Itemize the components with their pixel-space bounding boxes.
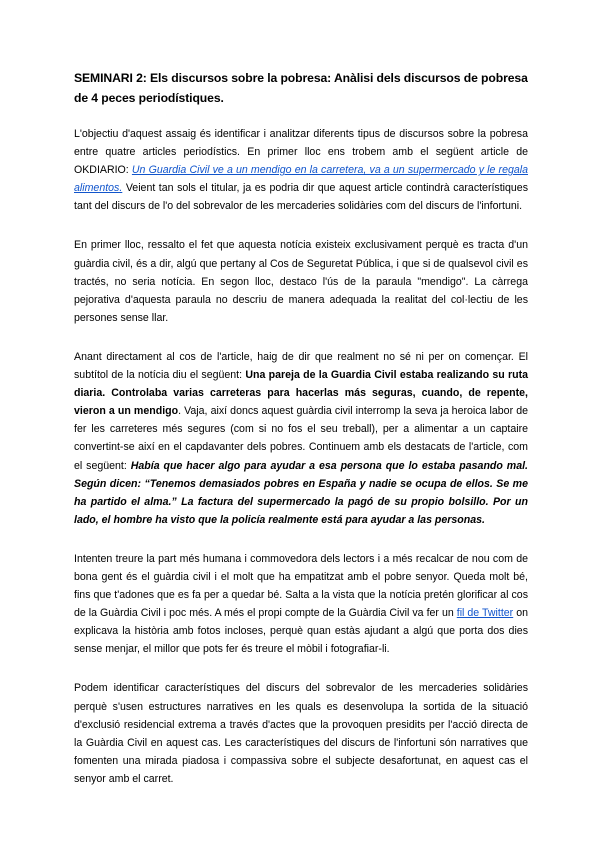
paragraph-text: . Vaja, així doncs aquest guàrdia civil interromp la seva ja heroica labor de fer les carreteres més segures (com si no fos el seu treball), per a alimentar a un captaire convertint-se així en el capdavanter dels pobres. Continuem amb els destacats de l'article, com el següent: (74, 405, 528, 472)
paragraph-conclusion: Podem identificar característiques del discurs del sobrevalor de les mercaderies solidàries perquè s'usen estructures narratives en les quals es desenvolupa la sortida de la situació d'exclusió residencial extrema a través d'actes que la provoquen presidits per l'acció directa de la Guàrdia Civil en aquest cas. Les característiques del discurs de l'infortuni són narratives que fomenten una mirada piadosa i compassiva sobre el subjecte desafortunat, en aquest cas el senyor amb el carret. (74, 682, 528, 785)
paragraph-text: Veient tan sols el titular, ja es podria dir que aquest article contindrà característiques tant del discurs de l'o del sobrevalor de les mercaderies solidàries com del discurs de l'infortuni. (74, 182, 528, 213)
paragraph-intro (74, 125, 528, 215)
document-title: SEMINARI 2: Els discursos sobre la pobresa: Anàlisi dels discursos de pobresa de 4 peces periodístiques. (74, 71, 528, 105)
paragraph-first-point: En primer lloc, ressalto el fet que aquesta notícia existeix exclusivament perquè es tracta d'un guàrdia civil, és a dir, algú que pertany al Cos de Seguretat Pública, i que si de qualsevol civil es tractés, no seria notícia. En segon lloc, destaco l'ús de la paraula "mendigo". La càrrega pejorativa d'aquesta paraula no descriu de manera adequada la realitat del col·lectiu de les persones sense llar. (74, 239, 528, 324)
paragraph-text: on explicava la història amb fotos incloses, perquè quan estàs ajudant a algú que porta dos dies sense menjar, el millor que pots fer és treure el mòbil i fotografiar-li. (74, 607, 528, 656)
paragraph-text: Intenten treure la part més humana i commovedora dels lectors i a més recalcar de nou com de bona gent és el guàrdia civil i el molt que ha empatitzat amb el pobre senyor. Queda molt bé, fins que t'adones que es fa per a quedar bé. Salta a la vista que la notícia pretén glorificar al cos de la Guàrdia Civil i poc més. A més el propi compte de la Guàrdia Civil va fer un (74, 552, 528, 620)
twitter-thread-link[interactable]: fil de Twitter (456, 607, 514, 620)
subtitle-quote: Una pareja de la Guardia Civil estaba realizando su ruta diaria. Controlaba varias carreteras para hacerlas más seguras, cuando, de repente, vieron a un mendigo (74, 369, 529, 418)
paragraph-text: Anant directament al cos de l'article, haig de dir que realment no sé ni per on començar. El subtítol de la notícia diu el següent: (74, 350, 528, 382)
okdiario-article-link[interactable]: Un Guardia Civil ve a un mendigo en la carretera, va a un supermercado y le regala alimentos. (74, 164, 529, 195)
highlight-quote: Había que hacer algo para ayudar a esa persona que lo estaba pasando mal. Según dicen: “Tenemos demasiados pobres en España y nadie se ocupa de ellos. Se me ha partido el alma.” La factura del supermercado la pagó de su propio bolsillo. Por un lado, el hombre ha visto que la policía realmente está para ayudar a las personas. (74, 459, 528, 526)
paragraph-article-body (74, 348, 528, 529)
document-body (74, 68, 528, 809)
paragraph-text: L'objectiu d'aquest assaig és identificar i analitzar diferents tipus de discursos sobre la pobresa entre quatre articles periodístics. En primer lloc ens trobem amb el següent article de OKDIARIO: (74, 128, 528, 177)
paragraph-twitter (74, 550, 528, 659)
